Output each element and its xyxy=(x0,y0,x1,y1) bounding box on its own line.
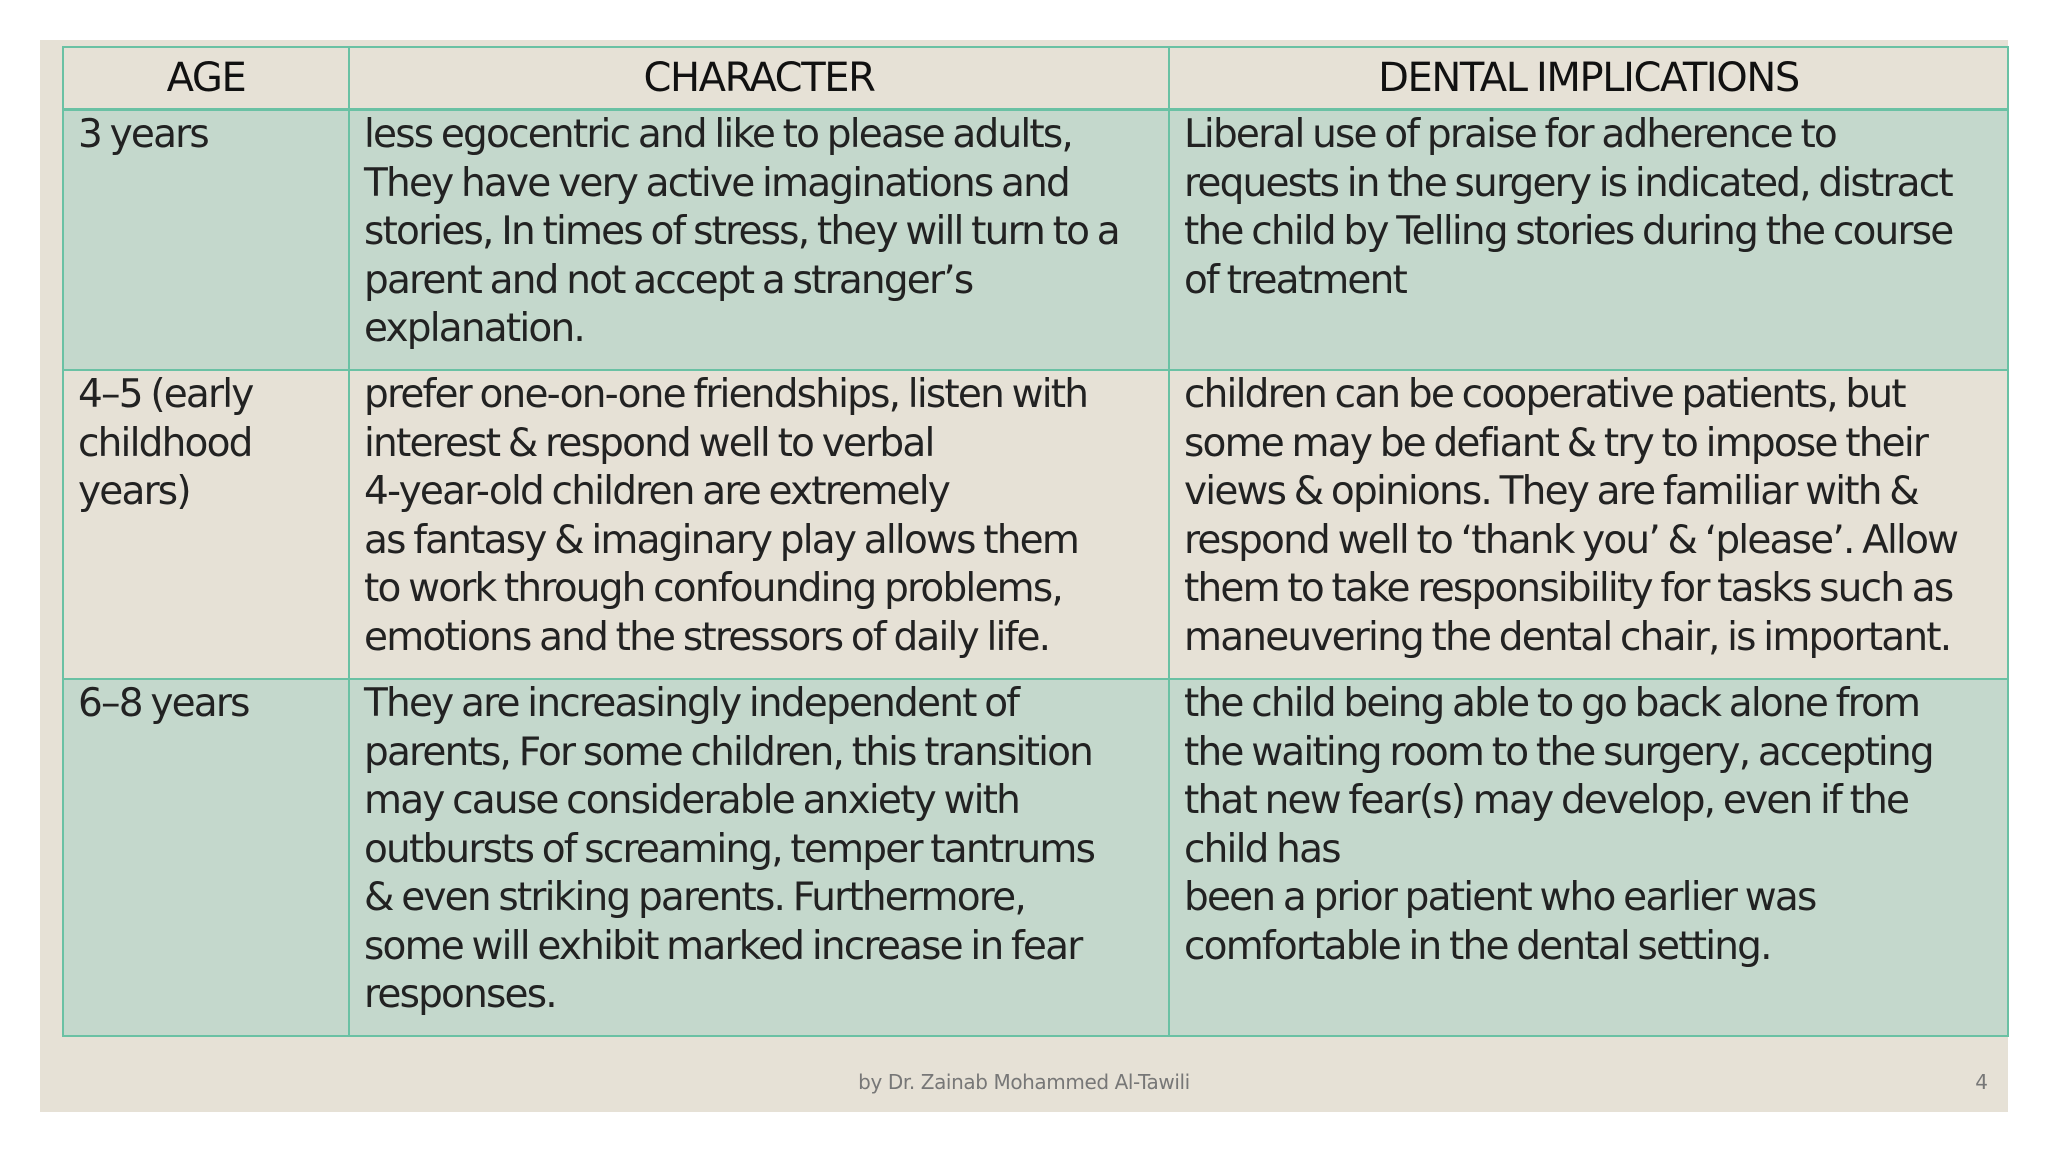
table-header-row xyxy=(63,47,2008,110)
age-text: 4–5 (early childhood years) xyxy=(78,372,253,514)
table-row xyxy=(63,110,2008,371)
character-text: less egocentric and like to please adults, They have very active imaginations and stories, In times of stress, they will turn to a parent and not accept a stranger’s explanation. xyxy=(364,112,1119,351)
page-number: 4 xyxy=(1975,1070,1988,1094)
table-row xyxy=(63,679,2008,1036)
header-age: AGE xyxy=(63,47,349,110)
dental-cell xyxy=(1169,110,2008,371)
table-row xyxy=(63,370,2008,679)
dental-text: children can be cooperative patients, but some may be defiant & try to impose their views & opinions. They are familiar with & respond well to ‘thank you’ & ‘please’. Allow them to take responsibility for tasks such as maneuvering the dental chair, is important. xyxy=(1184,372,1958,660)
character-text: They are increasingly independent of parents, For some children, this transition may cause considerable anxiety with outbursts of screaming, temper tantrums & even striking parents. Furthermore, some will exhibit marked increase in fear responses. xyxy=(364,681,1095,1017)
header-dental-implications: DENTAL IMPLICATIONS xyxy=(1169,47,2008,110)
character-text: prefer one-on-one friendships, listen with interest & respond well to verbal 4-year-old children are extremely as fantasy & imaginary play allows them to work through confounding problems, emotions and the stressors of daily life. xyxy=(364,372,1088,660)
age-behavior-table xyxy=(62,46,2009,1037)
footer-credit: by Dr. Zainab Mohammed Al-Tawili xyxy=(858,1070,1190,1094)
dental-text: the child being able to go back alone from the waiting room to the surgery, accepting that new fear(s) may develop, even if the child has been a prior patient who earlier was comfortable in the dental setting. xyxy=(1184,681,1933,969)
age-text: 3 years xyxy=(78,112,208,157)
dental-text: Liberal use of praise for adherence to requests in the surgery is indicated, distract the child by Telling stories during the course of treatment xyxy=(1184,112,1953,303)
age-cell xyxy=(63,110,349,371)
age-cell xyxy=(63,679,349,1036)
dental-cell xyxy=(1169,679,2008,1036)
header-character: CHARACTER xyxy=(349,47,1169,110)
dental-cell xyxy=(1169,370,2008,679)
age-cell xyxy=(63,370,349,679)
character-cell xyxy=(349,370,1169,679)
slide-footer xyxy=(40,1072,2008,1104)
slide xyxy=(40,40,2008,1112)
age-text: 6–8 years xyxy=(78,681,249,726)
character-cell xyxy=(349,679,1169,1036)
character-cell xyxy=(349,110,1169,371)
